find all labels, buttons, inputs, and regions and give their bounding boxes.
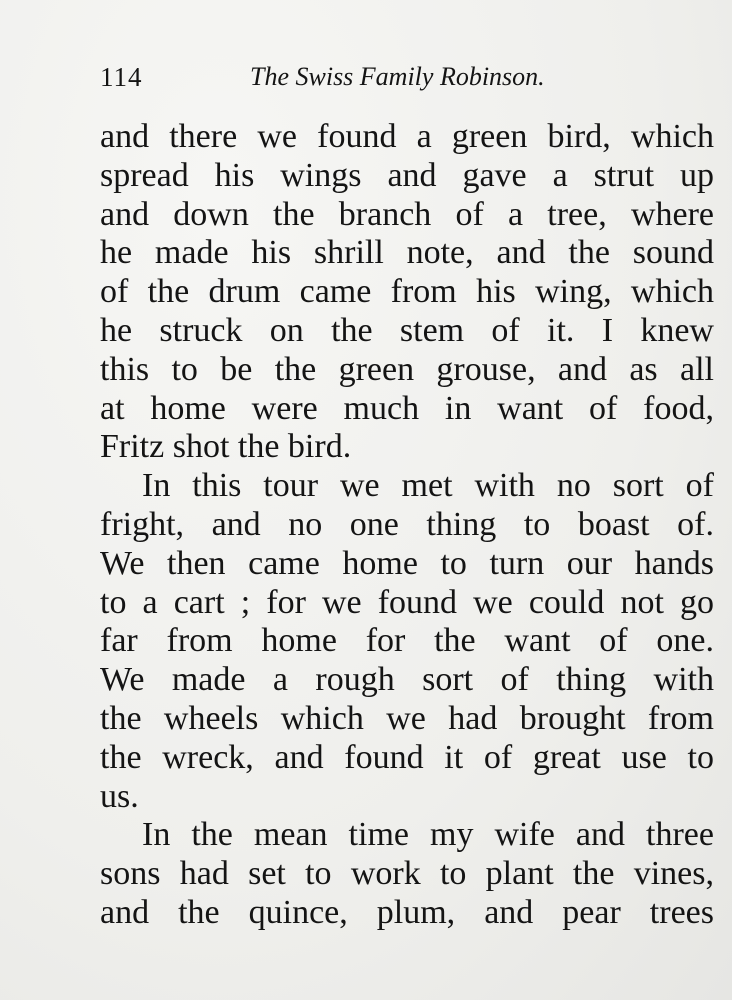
text-line: to a cart ; for we found we could not go [100, 583, 714, 621]
text-line: Fritz shot the bird. [100, 428, 352, 466]
text-line: In this tour we met with no sort of [142, 467, 714, 505]
text-line: sons had set to work to plant the vines, [100, 855, 714, 893]
paragraph-3 [100, 816, 714, 932]
running-title: The Swiss Family Robinson. [250, 62, 545, 91]
text-line: the wheels which we had brought from [100, 699, 714, 737]
page-number: 114 [100, 62, 143, 92]
text-line: far from home for the want of one. [100, 622, 714, 660]
text-line: spread his wings and gave a strut up [100, 156, 714, 194]
text-line: at home were much in want of food, [100, 389, 714, 427]
text-line: fright, and no one thing to boast of. [100, 505, 714, 543]
paragraph-2 [100, 467, 714, 816]
text-line: he struck on the stem of it. I knew [100, 311, 714, 349]
text-line: us. [100, 777, 139, 815]
text-line: We made a rough sort of thing with [100, 661, 714, 699]
text-line: the wreck, and found it of great use to [100, 738, 714, 776]
text-line: In the mean time my wife and three [142, 816, 714, 854]
text-line: and down the branch of a tree, where [100, 195, 714, 233]
body-text [100, 118, 714, 933]
text-line: and there we found a green bird, which [100, 118, 714, 155]
text-line: of the drum came from his wing, which [100, 273, 714, 311]
text-line: he made his shrill note, and the sound [100, 234, 714, 272]
text-line: this to be the green grouse, and as all [100, 350, 714, 388]
text-line: We then came home to turn our hands [100, 544, 714, 582]
page-header [100, 62, 714, 102]
paragraph-1 [100, 118, 714, 467]
text-line: and the quince, plum, and pear trees [100, 893, 714, 931]
